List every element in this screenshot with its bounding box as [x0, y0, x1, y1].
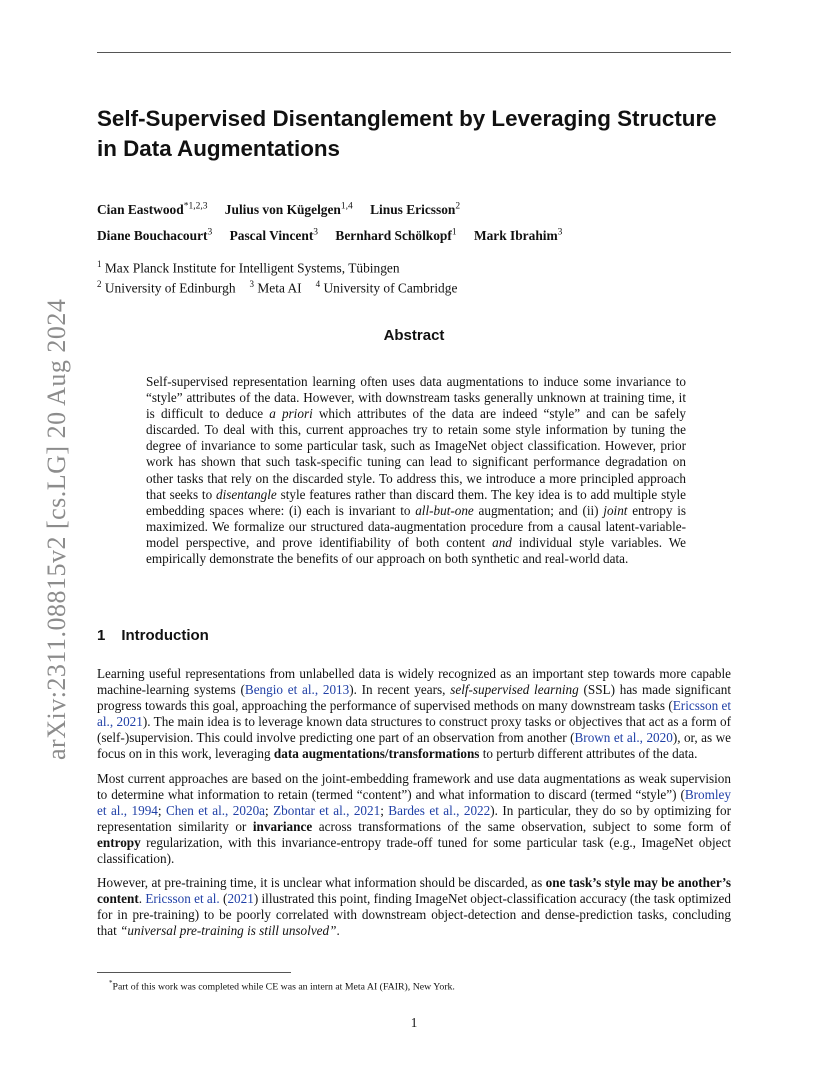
intro-paragraph-3: However, at pre-training time, it is unclear what information should be discarded, as one task’s style may be another’s content. Ericsson et al. (2021) illustrated this point, finding ImageNet object-classification accuracy (the task optimized for in pre-training) to be poorly correlated with downstream object-detection and dense-prediction tasks, concluding that “universal pre-training is still unsolved”. — [97, 875, 732, 939]
citation-link[interactable]: Bromley et al., 1994 — [97, 786, 731, 818]
introduction-body — [97, 666, 731, 948]
author: Linus Ericsson$^2$ — [370, 202, 461, 218]
citation-link[interactable]: Ericsson et al. — [145, 891, 220, 907]
citation-link[interactable]: Ericsson et al., 2021 — [97, 698, 732, 730]
citation-link[interactable]: Zbontar et al., 2021 — [273, 802, 381, 818]
page-number: 1 — [410, 1015, 418, 1030]
author: Cian Eastwood$^{*1,2,3}$ — [97, 202, 208, 218]
author: Julius von Kügelgen$^{1,4}$ — [224, 202, 353, 218]
author: Diane Bouchacourt$^3$ — [97, 227, 213, 243]
citation-link[interactable]: Bengio et al., 2013 — [244, 682, 350, 698]
footnote-rule — [97, 972, 291, 973]
author-row-1 — [97, 196, 737, 221]
author-row-2 — [97, 221, 737, 246]
arxiv-identifier-stamp: arXiv:2311.08815v2 [cs.LG] 20 Aug 2024 — [42, 298, 71, 760]
citation-link[interactable]: Brown et al., 2020 — [574, 730, 673, 746]
top-rule — [97, 52, 731, 53]
intro-paragraph-2: Most current approaches are based on the joint-embedding framework and use data augmentations as weak supervision to determine what information to retain (termed “content”) and what information to discard (termed “style”) (Bromley et al., 1994; Chen et al., 2020a; Zbontar et al., 2021; Bardes et al., 2022). In particular, they do so by optimizing for representation similarity or invariance across transformations of the same observation, subject to some form of entropy regularization, with this invariance-entropy trade-off tuned for some particular task (e.g., ImageNet object classification). — [97, 770, 732, 867]
citation-link[interactable]: Chen et al., 2020a — [166, 802, 266, 818]
author-list — [97, 196, 737, 247]
section-heading-introduction: 1 Introduction — [97, 627, 209, 644]
affiliation-row-1: $^1$ Max Planck Institute for Intelligent Systems, Tübingen — [97, 259, 400, 276]
paper-title: Self-Supervised Disentanglement by Leveraging Structure in Data Augmentations — [97, 106, 717, 161]
citation-link[interactable]: 2021 — [227, 891, 254, 907]
abstract-text: Self-supervised representation learning often uses data augmentations to induce some invariance to “style” attributes of the data. However, with downstream tasks generally unknown at training time, it is difficult to deduce a priori which attributes of the data are indeed “style” and can be safely discarded. To deal with this, current approaches try to retain some style information by tuning the degree of invariance to some particular task, such as ImageNet object classification. However, prior work has shown that such task-specific tuning can lead to significant performance degradation on other tasks that rely on the discarded style. To address this, we introduce a more principled approach that seeks to disentangle style features rather than discard them. The key idea is to add multiple style embedding spaces where: (i) each is invariant to all-but-one augmentation; and (ii) joint entropy is maximized. We formalize our structured data-augmentation procedure from a causal latent-variable-model perspective, and prove identifiability of both content and individual style variables. We empirically demonstrate the benefits of our approach on both synthetic and real-world data. — [146, 374, 686, 567]
affiliations — [97, 256, 457, 297]
author: Mark Ibrahim$^3$ — [473, 227, 563, 243]
author: Pascal Vincent$^3$ — [229, 227, 319, 243]
footnote: *Part of this work was completed while CE was an intern at Meta AI (FAIR), New York. — [109, 979, 455, 993]
citation-link[interactable]: Bardes et al., 2022 — [388, 802, 491, 818]
abstract-heading: Abstract — [383, 327, 445, 344]
author: Bernhard Schölkopf$^1$ — [335, 227, 457, 243]
intro-paragraph-1: Learning useful representations from unlabelled data is widely recognized as an important step towards more capable machine-learning systems (Bengio et al., 2013). In recent years, self-supervised learning (SSL) has made significant progress towards this goal, approaching the performance of supervised methods on many downstream tasks (Ericsson et al., 2021). The main idea is to leverage known data structures to construct proxy tasks or objectives that act as a form of (self-)supervision. This could involve predicting one part of an observation from another (Brown et al., 2020), or, as we focus on in this work, leveraging data augmentations/transformations to perturb different attributes of the data. — [97, 666, 732, 762]
affiliation-row-2: $^2$ University of Edinburgh $^3$ Meta AI $^4$ University of Cambridge — [97, 279, 458, 296]
